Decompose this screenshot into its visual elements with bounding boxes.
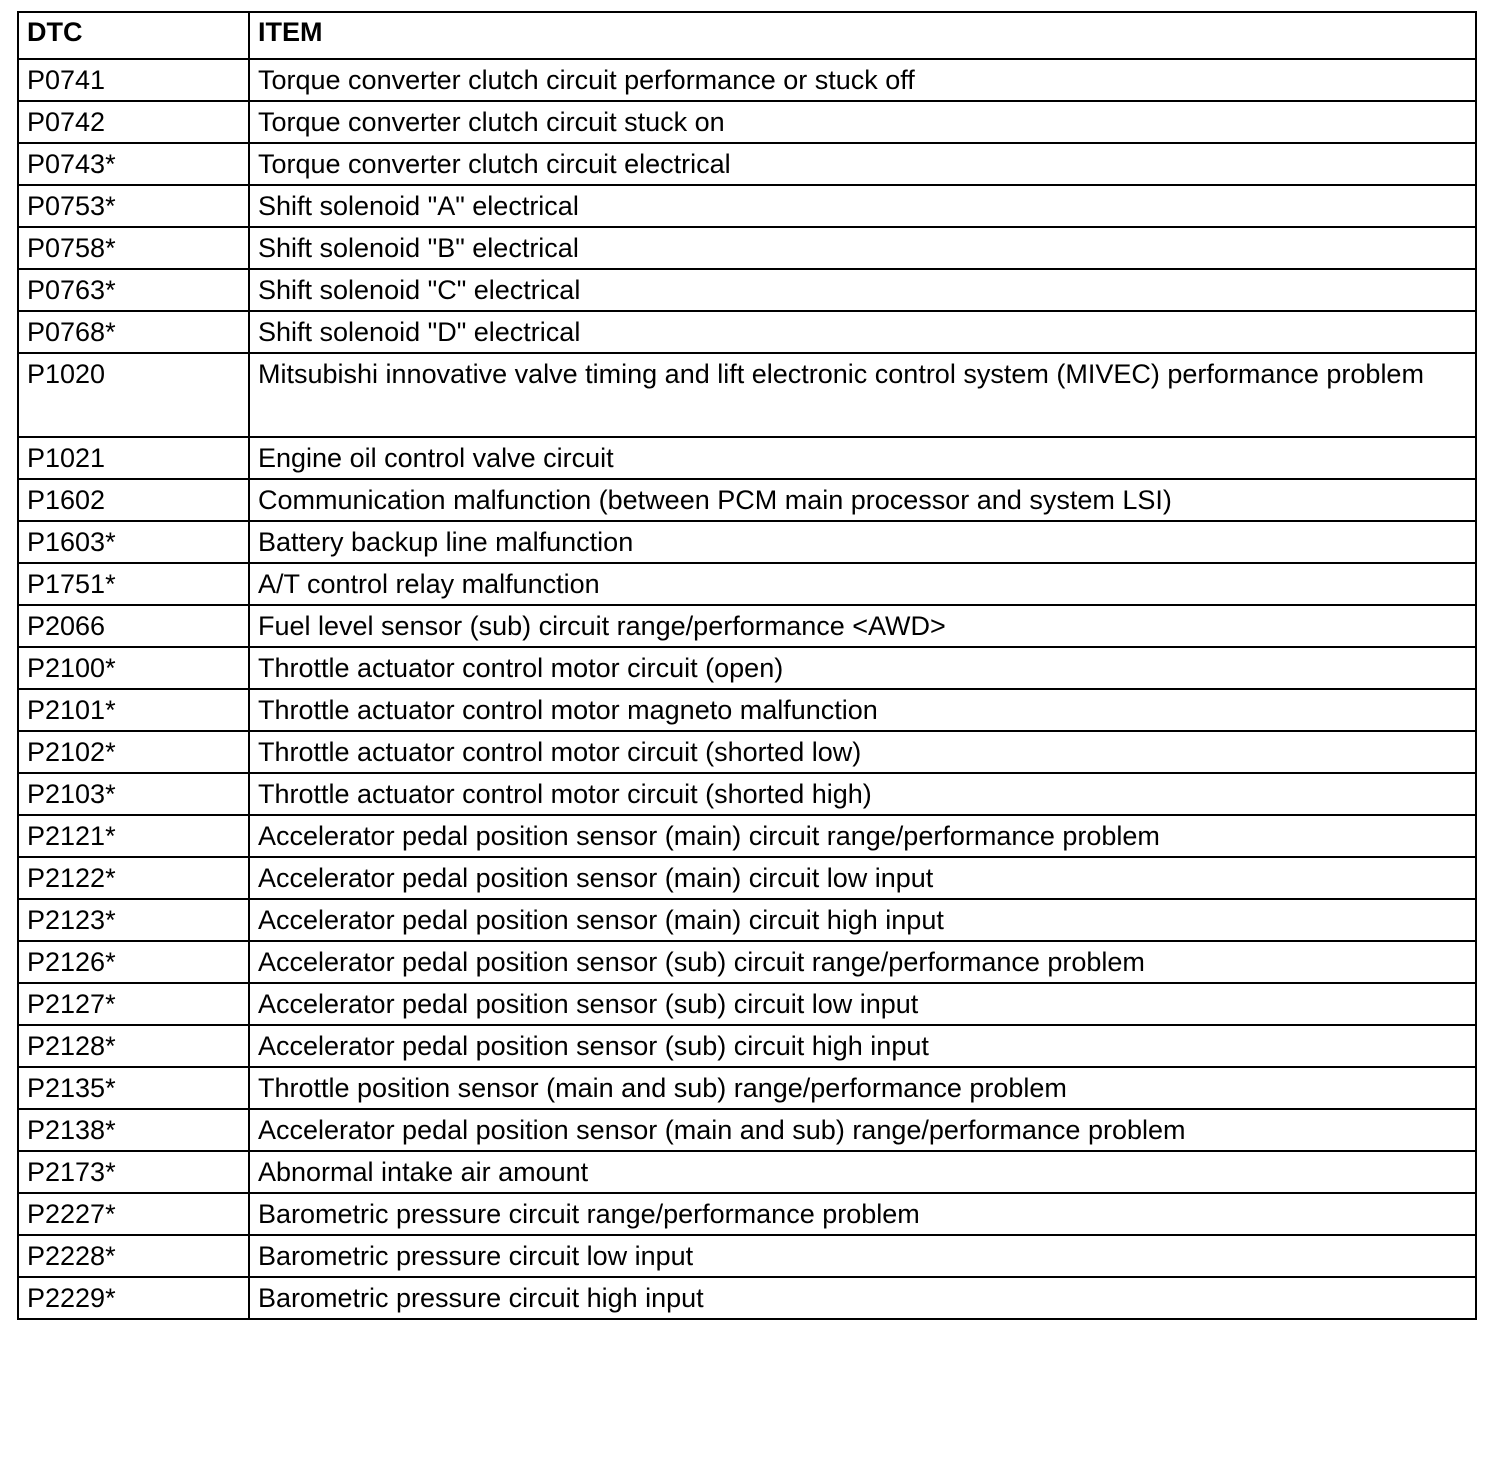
dtc-item-cell: Barometric pressure circuit high input <box>249 1277 1476 1319</box>
table-header-row <box>18 12 1476 59</box>
dtc-item-cell: Throttle actuator control motor circuit (open) <box>249 647 1476 689</box>
table-row <box>18 941 1476 983</box>
dtc-item-cell: Throttle position sensor (main and sub) range/performance problem <box>249 1067 1476 1109</box>
dtc-code-cell: P0763* <box>18 269 249 311</box>
dtc-code-cell: P0741 <box>18 59 249 101</box>
table-row <box>18 689 1476 731</box>
table-row <box>18 563 1476 605</box>
dtc-item-cell: A/T control relay malfunction <box>249 563 1476 605</box>
dtc-item-cell: Engine oil control valve circuit <box>249 437 1476 479</box>
table-row <box>18 437 1476 479</box>
dtc-code-cell: P2121* <box>18 815 249 857</box>
dtc-item-cell: Throttle actuator control motor circuit (shorted high) <box>249 773 1476 815</box>
dtc-item-cell: Torque converter clutch circuit performance or stuck off <box>249 59 1476 101</box>
dtc-code-cell: P1020 <box>18 353 249 437</box>
dtc-item-cell: Battery backup line malfunction <box>249 521 1476 563</box>
dtc-item-cell: Accelerator pedal position sensor (sub) circuit high input <box>249 1025 1476 1067</box>
dtc-item-cell: Torque converter clutch circuit stuck on <box>249 101 1476 143</box>
dtc-table <box>17 11 1477 1320</box>
dtc-item-cell: Fuel level sensor (sub) circuit range/performance <AWD> <box>249 605 1476 647</box>
table-row <box>18 1067 1476 1109</box>
dtc-code-cell: P1021 <box>18 437 249 479</box>
table-row <box>18 1151 1476 1193</box>
dtc-item-cell: Accelerator pedal position sensor (main and sub) range/performance problem <box>249 1109 1476 1151</box>
dtc-code-cell: P2103* <box>18 773 249 815</box>
dtc-code-cell: P2173* <box>18 1151 249 1193</box>
dtc-item-cell: Accelerator pedal position sensor (sub) circuit low input <box>249 983 1476 1025</box>
dtc-item-cell: Accelerator pedal position sensor (main) circuit low input <box>249 857 1476 899</box>
dtc-code-cell: P2138* <box>18 1109 249 1151</box>
dtc-item-cell: Shift solenoid "C" electrical <box>249 269 1476 311</box>
header-item: ITEM <box>249 12 1476 59</box>
dtc-item-cell: Abnormal intake air amount <box>249 1151 1476 1193</box>
dtc-code-cell: P2227* <box>18 1193 249 1235</box>
dtc-item-cell: Shift solenoid "A" electrical <box>249 185 1476 227</box>
dtc-code-cell: P2100* <box>18 647 249 689</box>
table-row <box>18 1025 1476 1067</box>
table-row <box>18 773 1476 815</box>
table-row <box>18 311 1476 353</box>
dtc-code-cell: P2128* <box>18 1025 249 1067</box>
dtc-item-cell: Throttle actuator control motor circuit (shorted low) <box>249 731 1476 773</box>
dtc-item-cell: Torque converter clutch circuit electrical <box>249 143 1476 185</box>
dtc-code-cell: P1602 <box>18 479 249 521</box>
dtc-code-cell: P2127* <box>18 983 249 1025</box>
table-row <box>18 815 1476 857</box>
dtc-code-cell: P2102* <box>18 731 249 773</box>
dtc-code-cell: P0743* <box>18 143 249 185</box>
dtc-item-cell: Accelerator pedal position sensor (main) circuit range/performance problem <box>249 815 1476 857</box>
dtc-code-cell: P0768* <box>18 311 249 353</box>
dtc-code-cell: P0742 <box>18 101 249 143</box>
table-body <box>18 59 1476 1319</box>
table-row <box>18 185 1476 227</box>
dtc-item-cell: Barometric pressure circuit low input <box>249 1235 1476 1277</box>
table-row <box>18 1109 1476 1151</box>
table-row <box>18 227 1476 269</box>
dtc-item-cell: Accelerator pedal position sensor (sub) circuit range/performance problem <box>249 941 1476 983</box>
dtc-item-cell: Barometric pressure circuit range/performance problem <box>249 1193 1476 1235</box>
header-dtc: DTC <box>18 12 249 59</box>
dtc-item-cell: Accelerator pedal position sensor (main) circuit high input <box>249 899 1476 941</box>
table-row <box>18 521 1476 563</box>
table-row <box>18 479 1476 521</box>
dtc-code-cell: P2126* <box>18 941 249 983</box>
table-row <box>18 1277 1476 1319</box>
dtc-item-cell: Shift solenoid "D" electrical <box>249 311 1476 353</box>
dtc-code-cell: P2123* <box>18 899 249 941</box>
table-row <box>18 143 1476 185</box>
dtc-code-cell: P2122* <box>18 857 249 899</box>
dtc-code-cell: P2228* <box>18 1235 249 1277</box>
dtc-code-cell: P1603* <box>18 521 249 563</box>
dtc-code-cell: P0753* <box>18 185 249 227</box>
table-row <box>18 857 1476 899</box>
table-row <box>18 1193 1476 1235</box>
table-row <box>18 899 1476 941</box>
dtc-item-cell: Throttle actuator control motor magneto malfunction <box>249 689 1476 731</box>
dtc-item-cell: Communication malfunction (between PCM main processor and system LSI) <box>249 479 1476 521</box>
table-row <box>18 605 1476 647</box>
dtc-code-cell: P2101* <box>18 689 249 731</box>
table-row <box>18 647 1476 689</box>
table-row <box>18 59 1476 101</box>
table-row <box>18 983 1476 1025</box>
dtc-item-cell: Mitsubishi innovative valve timing and lift electronic control system (MIVEC) performance problem <box>249 353 1476 437</box>
dtc-code-cell: P1751* <box>18 563 249 605</box>
table-row <box>18 731 1476 773</box>
dtc-code-cell: P2229* <box>18 1277 249 1319</box>
table-row <box>18 101 1476 143</box>
dtc-item-cell: Shift solenoid "B" electrical <box>249 227 1476 269</box>
dtc-code-cell: P2135* <box>18 1067 249 1109</box>
table-row <box>18 353 1476 437</box>
table-row <box>18 269 1476 311</box>
dtc-code-cell: P0758* <box>18 227 249 269</box>
dtc-code-cell: P2066 <box>18 605 249 647</box>
table-row <box>18 1235 1476 1277</box>
